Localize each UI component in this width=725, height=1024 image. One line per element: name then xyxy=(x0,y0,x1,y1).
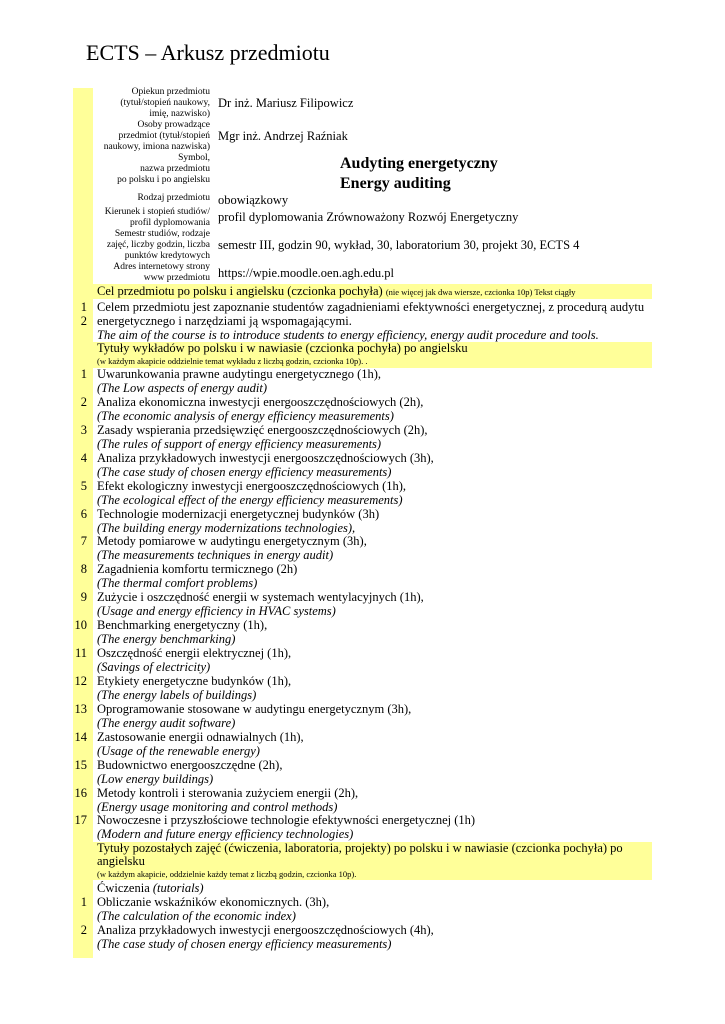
list-item-title-en: (The rules of support of energy efficiency measurements) xyxy=(97,436,382,451)
wyklady-header: Tytuły wykładów po polsku i w nawiasie (czcionka pochyła) po angielsku (w każdym akapicie oddzielnie temat wykładu z liczbą godzin, czcionka 10p). . xyxy=(93,342,652,368)
list-item-number: 17 xyxy=(74,813,87,828)
list-item-number: 4 xyxy=(80,450,87,465)
list-item-number: 2 xyxy=(80,923,87,937)
list-item-title-en: (The measurements techniques in energy audit) xyxy=(97,548,334,563)
list-item-number: 8 xyxy=(80,562,87,577)
page-title: ECTS – Arkusz przedmiotu xyxy=(86,40,330,65)
cel-header: Cel przedmiotu po polsku i angielsku (czcionka pochyła) (nie więcej jak dwa wiersze, czcionka 10p) Tekst ciągły xyxy=(93,284,652,299)
list-item-number: 10 xyxy=(74,618,87,633)
cel-number: 1 xyxy=(80,300,87,314)
cel-text-en: The aim of the course is to introduce students to energy efficiency, energy audit procedure and tools. xyxy=(97,328,599,342)
value-rodzaj: obowiązkowy xyxy=(218,193,289,207)
value-kierunek: profil dyplomowania Zrównoważony Rozwój Energetyczny xyxy=(218,210,519,224)
label-rodzaj: Rodzaj przedmiotu xyxy=(137,193,210,203)
list-item-title-en: (The case study of chosen energy efficiency measurements) xyxy=(97,464,392,479)
list-item-title-en: (The economic analysis of energy efficiency measurements) xyxy=(97,408,394,423)
list-item-title-en: (The energy labels of buildings) xyxy=(97,687,257,702)
list-item-title-pl: Analiza przykładowych inwestycji energooszczędnościowych (4h), xyxy=(97,923,434,937)
list-item-title-pl: Zużycie i oszczędność energii w systemach wentylacyjnych (1h), xyxy=(97,590,424,605)
list-item-title-pl: Metody kontroli i sterowania zużyciem energii (2h), xyxy=(97,785,359,800)
cwiczenia-heading: Ćwiczenia (tutorials) xyxy=(97,881,204,895)
list-item-number: 9 xyxy=(80,590,87,605)
list-item-title-pl: Analiza ekonomiczna inwestycji energooszczędnościowych (2h), xyxy=(97,394,424,409)
list-item-title-pl: Uwarunkowania prawne audytingu energetycznego (1h), xyxy=(97,367,382,381)
list-item-number: 2 xyxy=(80,394,87,409)
cel-text: Celem przedmiotu jest zapoznanie studentów zagadnieniami efektywności energetycznej, z procedurą audytu xyxy=(97,300,645,314)
list-item-title-en: (Modern and future energy efficiency technologies) xyxy=(97,827,354,842)
label-osoby: Osoby prowadzące przedmiot (tytuł/stopień naukowy, imiona nazwiska) xyxy=(103,120,210,152)
list-item-title-en: (The case study of chosen energy efficiency measurements) xyxy=(97,937,392,951)
list-item-number: 15 xyxy=(74,757,87,772)
label-kierunek: Kierunek i stopień studiów/ profil dyplomowania xyxy=(104,207,210,228)
list-item-title-pl: Etykiety energetyczne budynków (1h), xyxy=(97,673,292,688)
list-item-title-en: (The Low aspects of energy audit) xyxy=(97,381,268,395)
cel-text: energetycznego i narzędziami ją wspomagającymi. xyxy=(97,314,352,328)
list-item-title-en: (The energy benchmarking) xyxy=(97,632,236,647)
list-item-title-en: (Savings of electricity) xyxy=(97,660,211,674)
cel-number: 2 xyxy=(80,314,87,328)
list-item-title-pl: Oszczędność energii elektrycznej (1h), xyxy=(97,646,292,660)
list-item-number: 12 xyxy=(74,673,87,688)
list-item-number: 11 xyxy=(74,646,87,660)
list-item-number: 1 xyxy=(80,895,87,909)
list-item-title-en: (The building energy modernizations technologies), xyxy=(97,520,356,535)
list-item-number: 3 xyxy=(80,422,87,437)
list-item-title-en: (Usage and energy efficiency in HVAC systems) xyxy=(97,604,336,619)
list-item-title-pl: Technologie modernizacji energetycznej budynków (3h) xyxy=(97,506,380,521)
list-item-title-pl: Zagadnienia komfortu termicznego (2h) xyxy=(97,562,298,577)
list-item-number: 1 xyxy=(80,367,87,381)
list-item-number: 7 xyxy=(80,534,87,549)
label-opiekun: Opiekun przedmiotu (tytuł/stopień naukowy, imię, nazwisko) xyxy=(120,87,210,119)
label-adres: Adres internetowy strony www przedmiotu xyxy=(113,262,210,283)
list-item-number: 16 xyxy=(74,785,87,800)
list-item-number: 5 xyxy=(80,478,87,493)
subject-name-pl: Audyting energetyczny xyxy=(340,155,498,172)
value-osoby: Mgr inż. Andrzej Raźniak xyxy=(218,129,348,143)
label-semestr: Semestr studiów, rodzaje zajęć, liczby godzin, liczba punktów kredytowych xyxy=(106,229,210,261)
list-item-title-en: (The energy audit software) xyxy=(97,715,236,730)
list-item-title-pl: Oprogramowanie stosowane w audytingu energetycznym (3h), xyxy=(97,701,412,716)
list-item-title-en: (Usage of the renewable energy) xyxy=(97,743,260,758)
label-symbol: Symbol, nazwa przedmiotu po polsku i po angielsku xyxy=(117,153,210,185)
subject-name xyxy=(340,154,498,194)
list-item-title-en: (The thermal comfort problems) xyxy=(97,576,258,591)
list-item-title-pl: Analiza przykładowych inwestycji energooszczędnościowych (3h), xyxy=(97,450,434,465)
list-item-number: 6 xyxy=(80,506,87,521)
list-item-title-en: (The calculation of the economic index) xyxy=(97,909,296,923)
value-semestr: semestr III, godzin 90, wykład, 30, laboratorium 30, projekt 30, ECTS 4 xyxy=(218,238,580,252)
subject-name-en: Energy auditing xyxy=(340,175,451,192)
list-item-title-pl: Benchmarking energetyczny (1h), xyxy=(97,618,268,633)
list-item-title-en: (Low energy buildings) xyxy=(97,771,214,786)
list-item-number: 14 xyxy=(74,729,87,744)
list-item-number: 13 xyxy=(74,701,87,716)
list-item-title-pl: Budownictwo energooszczędne (2h), xyxy=(97,757,283,772)
list-item-title-pl: Efekt ekologiczny inwestycji energooszczędnościowych (1h), xyxy=(97,478,407,493)
list-item-title-pl: Metody pomiarowe w audytingu energetycznym (3h), xyxy=(97,534,367,549)
value-adres[interactable]: https://wpie.moodle.oen.agh.edu.pl xyxy=(218,266,395,280)
list-item-title-pl: Nowoczesne i przyszłościowe technologie efektywności energetycznej (1h) xyxy=(97,813,476,828)
list-item-title-en: (The ecological effect of the energy efficiency measurements) xyxy=(97,492,403,507)
zajecia-header: Tytuły pozostałych zajęć (ćwiczenia, laboratoria, projekty) po polsku i w nawiasie (czcionka pochyła) po angielsku (w każdym akapicie, oddzielnie każdy temat z liczbą godzin, czcionka 10p). xyxy=(93,842,652,880)
list-item-title-pl: Obliczanie wskaźników ekonomicznych. (3h), xyxy=(97,895,330,909)
list-item-title-en: (Energy usage monitoring and control methods) xyxy=(97,799,338,814)
list-item-title-pl: Zasady wspierania przedsięwzięć energooszczędnościowych (2h), xyxy=(97,422,428,437)
value-opiekun: Dr inż. Mariusz Filipowicz xyxy=(218,96,354,110)
list-item-title-pl: Zastosowanie energii odnawialnych (1h), xyxy=(97,729,304,744)
